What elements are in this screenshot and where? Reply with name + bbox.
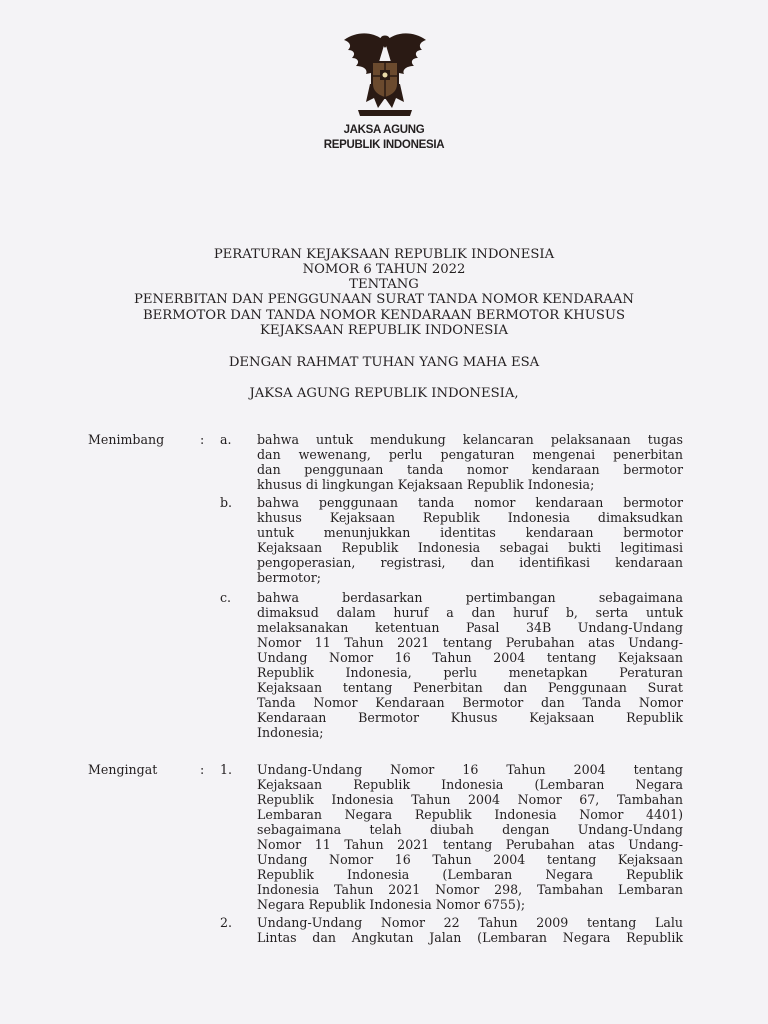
item-marker: 2.: [220, 915, 233, 930]
section-colon: :: [200, 432, 205, 447]
item-line: Kejaksaan Republik Indonesia sebagai bukti legitimasi: [257, 540, 683, 555]
item-line: Republik Indonesia Tahun 2004 Nomor 67, Tambahan: [257, 792, 683, 807]
item-line: Nomor 11 Tahun 2021 tentang Perubahan atas Undang-: [257, 837, 683, 852]
item-line: Lembaran Negara Republik Indonesia Nomor 4401): [257, 807, 683, 822]
section-label: Menimbang: [88, 432, 165, 447]
item-line: Lintas dan Angkutan Jalan (Lembaran Negara Republik: [257, 930, 683, 945]
item-line: bahwa untuk mendukung kelancaran pelaksanaan tugas: [257, 432, 683, 447]
regulation-about: TENTANG: [349, 277, 419, 292]
item-line: bermotor;: [257, 570, 321, 585]
item-line: Republik Indonesia, perlu menetapkan Peraturan: [257, 665, 683, 680]
item-line: Kendaraan Bermotor Khusus Kejaksaan Republik: [257, 710, 683, 725]
regulation-title: PERATURAN KEJAKSAAN REPUBLIK INDONESIA: [213, 247, 555, 262]
garuda-emblem-icon: [336, 28, 434, 118]
issuer: JAKSA AGUNG REPUBLIK INDONESIA,: [249, 386, 519, 401]
item-line: Undang-Undang Nomor 16 Tahun 2004 tentang: [257, 762, 683, 777]
list-item: [257, 590, 683, 740]
item-marker: 1.: [220, 762, 233, 777]
item-line: melaksanakan ketentuan Pasal 34B Undang-Undang: [257, 620, 683, 635]
item-line: Undang Nomor 16 Tahun 2004 tentang Kejaksaan: [257, 852, 683, 867]
item-line: Undang-Undang Nomor 22 Tahun 2009 tentang Lalu: [257, 915, 683, 930]
invocation: DENGAN RAHMAT TUHAN YANG MAHA ESA: [228, 355, 540, 370]
item-line: sebagaimana telah diubah dengan Undang-Undang: [257, 822, 683, 837]
list-item: [257, 432, 683, 492]
institution-country: REPUBLIK INDONESIA: [323, 139, 445, 151]
item-marker: a.: [220, 432, 232, 447]
item-line: bahwa berdasarkan pertimbangan sebagaimana: [257, 590, 683, 605]
regulation-subject-line: KEJAKSAAN REPUBLIK INDONESIA: [259, 323, 509, 338]
item-marker: b.: [220, 495, 233, 510]
list-item: [257, 915, 683, 945]
item-line: bahwa penggunaan tanda nomor kendaraan bermotor: [257, 495, 683, 510]
list-item: [257, 495, 683, 585]
item-line: Negara Republik Indonesia Nomor 6755);: [257, 897, 526, 912]
item-line: khusus di lingkungan Kejaksaan Republik Indonesia;: [257, 477, 595, 492]
regulation-subject-line: PENERBITAN DAN PENGGUNAAN SURAT TANDA NOMOR KENDARAAN: [134, 292, 634, 307]
list-item: [257, 762, 683, 912]
item-line: Kejaksaan tentang Penerbitan dan Penggunaan Surat: [257, 680, 683, 695]
item-line: Republik Indonesia (Lembaran Negara Republik: [257, 867, 683, 882]
item-line: Undang Nomor 16 Tahun 2004 tentang Kejaksaan: [257, 650, 683, 665]
item-line: dan wewenang, perlu pengaturan mengenai penerbitan: [257, 447, 683, 462]
item-line: dimaksud dalam huruf a dan huruf b, serta untuk: [257, 605, 683, 620]
item-line: Tanda Nomor Kendaraan Bermotor dan Tanda Nomor: [257, 695, 683, 710]
item-line: pengoperasian, registrasi, dan identifikasi kendaraan: [257, 555, 683, 570]
item-line: untuk menunjukkan identitas kendaraan bermotor: [257, 525, 683, 540]
institution-name: JAKSA AGUNG: [343, 124, 425, 136]
item-line: khusus Kejaksaan Republik Indonesia dimaksudkan: [257, 510, 683, 525]
regulation-subject-line: BERMOTOR DAN TANDA NOMOR KENDARAAN BERMOTOR KHUSUS: [142, 308, 626, 323]
item-line: Nomor 11 Tahun 2021 tentang Perubahan atas Undang-: [257, 635, 683, 650]
regulation-number: NOMOR 6 TAHUN 2022: [302, 262, 466, 277]
item-marker: c.: [220, 590, 232, 605]
item-line: dan penggunaan tanda nomor kendaraan bermotor: [257, 462, 683, 477]
item-line: Indonesia;: [257, 725, 324, 740]
item-line: Kejaksaan Republik Indonesia (Lembaran Negara: [257, 777, 683, 792]
section-colon: :: [200, 762, 205, 777]
item-line: Indonesia Tahun 2021 Nomor 298, Tambahan Lembaran: [257, 882, 683, 897]
section-label: Mengingat: [88, 762, 158, 777]
